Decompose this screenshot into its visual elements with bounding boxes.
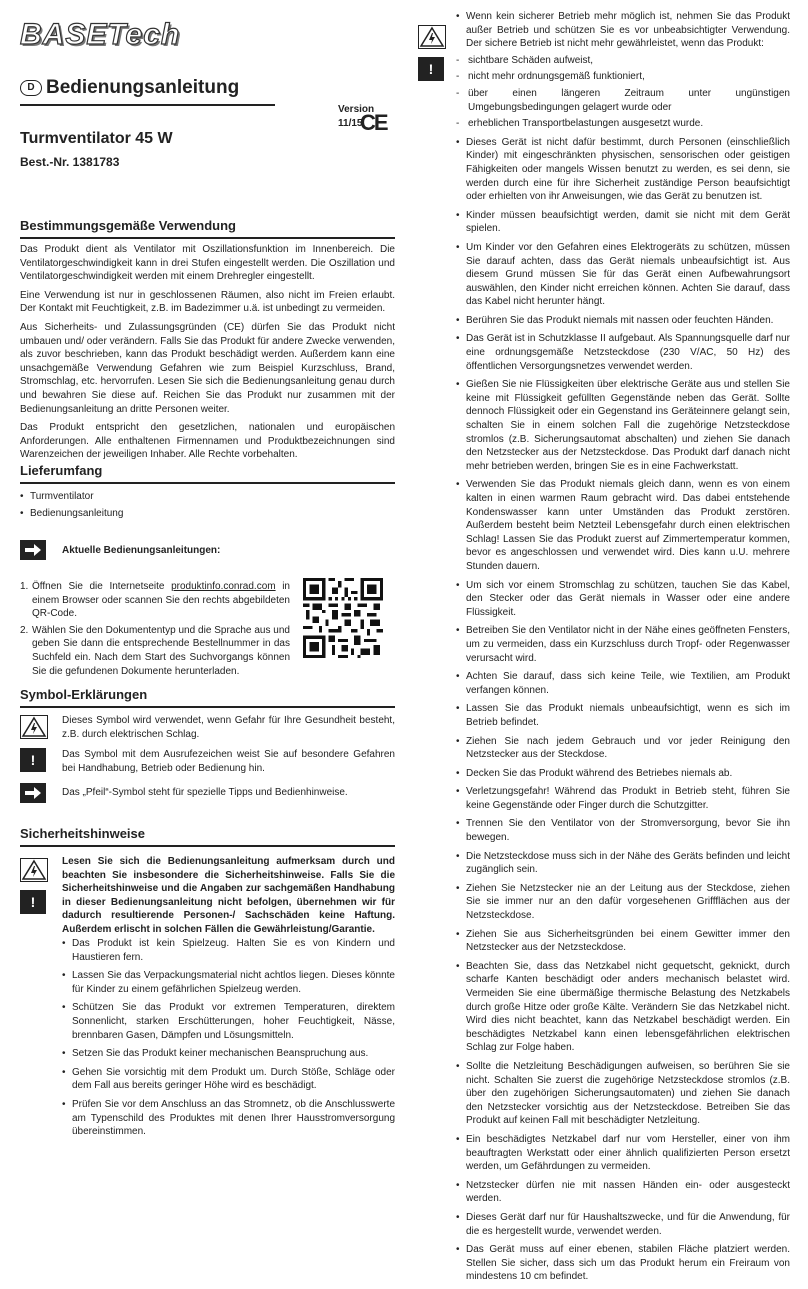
list-item: • Achten Sie darauf, dass sich keine Teile, wie Textilien, am Produkt verfangen können. xyxy=(456,670,790,697)
lightning-warning-icon xyxy=(418,25,446,49)
exclamation-icon: ! xyxy=(20,748,46,772)
lightning-warning-icon xyxy=(20,858,48,882)
list-item: • Dieses Gerät ist nicht dafür bestimmt, durch Personen (einschließlich Kinder) mit eingeschränkten physischen, sensorischen oder geistigen Fähigkeiten oder mangels Wissen benutzt zu werden, es sei denn, sie werden durch eine für ihre Sicherheit zuständige Person beaufsichtigt oder erhielten von ihr Anweisungen, wie das Gerät zu benutzen ist. xyxy=(456,136,790,204)
symbol-lightning-text: Dieses Symbol wird verwendet, wenn Gefahr für Ihre Gesundheit besteht, z.B. durch elektrischen Schlag. xyxy=(62,715,395,740)
list-item: • Dieses Gerät darf nur für Haushaltszwecke, und für die Anwendung, für die es hergestellt wurde, verwendet werden. xyxy=(456,1211,790,1238)
download-steps xyxy=(20,580,290,681)
list-item: • Lassen Sie das Verpackungsmaterial nicht achtlos liegen. Dieses könnte für Kinder zu einem gefährlichen Spielzeug werden. xyxy=(62,969,395,996)
intended-use-text xyxy=(20,243,395,467)
language-badge: D xyxy=(20,80,42,96)
qr-code xyxy=(303,578,383,658)
list-item: • Bedienungsanleitung xyxy=(20,507,123,521)
heading-symbols: Symbol-Erklärungen xyxy=(20,687,395,708)
lightning-warning-icon xyxy=(20,715,48,739)
manual-title: Bedienungsanleitung xyxy=(46,77,240,98)
list-item: - über einen längeren Zeitraum unter ungünstigen Umgebungsbedingungen gelagert wurde oder xyxy=(450,87,790,114)
list-item: • Die Netzsteckdose muss sich in der Nähe des Geräts befinden und leicht zugänglich sein. xyxy=(456,850,790,877)
list-item: - sichtbare Schäden aufweist, xyxy=(450,54,790,68)
conrad-link[interactable]: produktinfo.conrad.com xyxy=(171,581,276,592)
list-item: • Kinder müssen beaufsichtigt werden, damit sie nicht mit dem Gerät spielen. xyxy=(456,209,790,236)
list-item: • Verletzungsgefahr! Während das Produkt in Betrieb steht, führen Sie keine Gegenstände oder Finger durch die Schutzgitter. xyxy=(456,785,790,812)
list-item: • Das Produkt ist kein Spielzeug. Halten Sie es von Kindern und Haustieren fern. xyxy=(62,937,395,964)
brand-logo: BASETech xyxy=(20,18,181,51)
list-item: • Das Gerät muss auf einer ebenen, stabilen Fläche platziert werden. Stellen Sie sicher, dass sich um das Produkt herum ein Freiraum von mindestens 10 cm befindet. xyxy=(456,1243,790,1284)
product-name: Turmventilator 45 W xyxy=(20,130,173,147)
list-item: • Um Kinder vor den Gefahren eines Elektrogeräts zu schützen, müssen Sie darauf achten, dass das Gerät niemals unbeaufsichtigt ist. Aus diesem Grund müssen Sie für das Gerät einen Aufbewahrungsort auswählen, den Kinder nicht erreichen können. Achten Sie darauf, dass das Kabel nicht herunter hängt. xyxy=(456,241,790,309)
safety-list-left xyxy=(62,937,395,1144)
scope-list xyxy=(20,490,123,523)
list-item: • Betreiben Sie den Ventilator nicht in der Nähe eines geöffneten Fensters, um zu vermeiden, dass ein Kurzschluss durch Tropf- oder Regenwasser verursacht wird. xyxy=(456,624,790,665)
list-item: • Gießen Sie nie Flüssigkeiten über elektrische Geräte aus und stellen Sie keine mit Flüssigkeit gefüllten Gegenstände neben das Gerät. Sollte dennoch Flüssigkeit oder ein Gegenstand ins Geräteinnere gelangt sein, schalten Sie in einem solchen Fall die zugehörige Netzsteckdose stromlos (z.B. Sicherungsautomat abschalten) und ziehen Sie danach den Netzstecker aus der Netzsteckdose. Das Produkt darf danach nicht mehr betrieben werden, bringen Sie es in eine Fachwerkstatt. xyxy=(456,378,790,473)
list-item: • Wenn kein sicherer Betrieb mehr möglich ist, nehmen Sie das Produkt außer Betrieb und schützen Sie es vor unbeabsichtigter Verwendung. Der sichere Betrieb ist nicht mehr gewährleistet, wenn das Produkt: - sichtbare Schäden aufweist, - nicht mehr ordnungsgemäß funktioniert, - über einen längeren Zeitraum unter ungünstigen Umgebungsbedingungen gelagert wurde oder - erheblichen Transportbelastungen ausgesetzt wurde. xyxy=(456,10,790,131)
arrow-icon xyxy=(20,540,46,560)
list-item: • Verwenden Sie das Produkt niemals gleich dann, wenn es von einem kalten in einen warmen Raum gebracht wird. Das dabei entstehende Kondenswasser kann unter Umständen das Produkt zerstören. Außerdem besteht beim Netzteil Lebensgefahr durch einen elektrischen Schlag! Lassen Sie das Produkt zuerst auf Zimmertemperatur kommen, bevor es angeschlossen und verwendet wird. Dies kann u.U. mehrere Stunden dauern. xyxy=(456,478,790,573)
list-item: • Gehen Sie vorsichtig mit dem Produkt um. Durch Stöße, Schläge oder dem Fall aus bereits geringer Höhe wird es beschädigt. xyxy=(62,1066,395,1093)
list-item: • Netzstecker dürfen nie mit nassen Händen ein- oder ausgesteckt werden. xyxy=(456,1179,790,1206)
list-item: • Um sich vor einem Stromschlag zu schützen, tauchen Sie das Kabel, den Stecker oder das Gerät niemals in Wasser oder eine andere Flüssigkeit. xyxy=(456,579,790,620)
safety-list-right xyxy=(456,10,790,1289)
list-item: 2. Wählen Sie den Dokumententyp und die Sprache aus und geben Sie dann die entsprechende Bestellnummer in das Suchfeld ein. Nach dem Start des Suchvorgangs können Sie die gefundenen Dokumente herunterladen. xyxy=(20,624,290,677)
heading-safety: Sicherheitshinweise xyxy=(20,826,395,847)
arrow-icon xyxy=(20,783,46,803)
list-item: - nicht mehr ordnungsgemäß funktioniert, xyxy=(450,70,790,84)
list-item: • Setzen Sie das Produkt keiner mechanischen Beanspruchung aus. xyxy=(62,1047,395,1061)
manual-title-bar xyxy=(20,77,275,106)
list-item: • Lassen Sie das Produkt niemals unbeaufsichtigt, wenn es sich im Betrieb befindet. xyxy=(456,702,790,729)
list-item: • Sollte die Netzleitung Beschädigungen aufweisen, so berühren Sie sie nicht. Schalten Sie zuerst die zugehörige Netzsteckdose stromlos (z.B. über den zugehörigen Sicherungsautomaten) und ziehen Sie danach den Netzstecker vorsichtig aus der Netzsteckdose. Betreiben Sie das Produkt auf keinen Fall mit beschädigter Netzleitung. xyxy=(456,1060,790,1128)
condition-list xyxy=(450,54,790,131)
paragraph: Aus Sicherheits- und Zulassungsgründen (CE) dürfen Sie das Produkt nicht umbauen und/ oder verändern. Falls Sie das Produkt für andere Zwecke verwenden, als zuvor beschrieben, kann das Produkt beschädigt werden. Außerdem kann eine unsachgemäße Verwendung Gefahren wie zum Beispiel Kurzschluss, Brand, Stromschlag, etc. hervorrufen. Lesen Sie sich die Bedienungsanleitung genau durch und bewahren Sie diese auf. Reichen Sie das Produkt nur zusammen mit der Bedienungsanleitung an dritte Personen weiter. xyxy=(20,321,395,415)
list-item: - erheblichen Transportbelastungen ausgesetzt wurde. xyxy=(450,117,790,131)
paragraph: Das Produkt dient als Ventilator mit Oszillationsfunktion im Innenbereich. Die Ventilatorgeschwindigkeit kann in drei Stufen eingestellt werden. Die Oszillation und Ventilatorgeschwindigkeit werden mit einem Drehregler eingestellt. xyxy=(20,244,395,283)
list-item: • Ziehen Sie nach jedem Gebrauch und vor jeder Reinigung den Netzstecker aus der Steckdose. xyxy=(456,735,790,762)
paragraph: Das Produkt entspricht den gesetzlichen, nationalen und europäischen Anforderungen. Alle enthaltenen Firmennamen und Produktbezeichnungen sind Warenzeichen der jeweiligen Inhaber. Alle Rechte vorbehalten. xyxy=(20,422,395,461)
version-label: Version 11/15 xyxy=(338,104,375,129)
heading-intended-use: Bestimmungsgemäße Verwendung xyxy=(20,218,395,239)
list-item: • Ein beschädigtes Netzkabel darf nur vom Hersteller, einer von ihm beauftragten Werkstatt oder einer ähnlich qualifizierten Person ersetzt werden, um Gefährdungen zu vermeiden. xyxy=(456,1133,790,1174)
exclamation-icon: ! xyxy=(418,57,444,81)
ce-mark: CE xyxy=(360,110,387,135)
list-item: • Prüfen Sie vor dem Anschluss an das Stromnetz, ob die Anschlusswerte am Typenschild des Produktes mit denen Ihrer Hausstromversorgung übereinstimmen. xyxy=(62,1098,395,1139)
list-item: • Decken Sie das Produkt während des Betriebes niemals ab. xyxy=(456,767,790,781)
current-manuals-label: Aktuelle Bedienungsanleitungen: xyxy=(62,545,221,556)
list-item: • Ziehen Sie aus Sicherheitsgründen bei einem Gewitter immer den Netzstecker aus der Netzsteckdose. xyxy=(456,928,790,955)
list-item: • Trennen Sie den Ventilator von der Stromversorgung, bevor Sie ihn bewegen. xyxy=(456,817,790,844)
exclamation-icon: ! xyxy=(20,890,46,914)
order-number: Best.-Nr. 1381783 xyxy=(20,155,120,169)
paragraph: Eine Verwendung ist nur in geschlossenen Räumen, also nicht im Freien erlaubt. Der Kontakt mit Feuchtigkeit, z.B. im Badezimmer u.ä. ist unbedingt zu vermeiden. xyxy=(20,289,395,315)
list-item: • Berühren Sie das Produkt niemals mit nassen oder feuchten Händen. xyxy=(456,314,790,328)
list-item: • Schützen Sie das Produkt vor extremen Temperaturen, direktem Sonnenlicht, starken Erschütterungen, hoher Feuchtigkeit, Nässe, brennbaren Gasen, Dämpfen und Lösungsmitteln. xyxy=(62,1001,395,1042)
list-item: • Das Gerät ist in Schutzklasse II aufgebaut. Als Spannungsquelle darf nur eine ordnungsgemäße Netzsteckdose (230 V/AC, 50 Hz) des öffentlichen Versorgungsnetzes verwendet werden. xyxy=(456,332,790,373)
symbol-exclamation-text: Das Symbol mit dem Ausrufezeichen weist Sie auf besondere Gefahren bei Handhabung, Betrieb oder Bedienung hin. xyxy=(62,749,395,774)
list-item: 1. Öffnen Sie die Internetseite produktinfo.conrad.com in einem Browser oder scannen Sie den rechts abgebildeten QR-Code. xyxy=(20,581,290,620)
safety-intro: Lesen Sie sich die Bedienungsanleitung aufmerksam durch und beachten Sie insbesondere die Sicherheitshinweise. Falls Sie die Sicherheitshinweise und die Angaben zur sachgemäßen Handhabung in dieser Bedienungsanleitung nicht befolgen, übernehmen wir für dadurch resultierende Personen-/ Sachschäden keine Haftung. Außerdem erlischt in solchen Fällen die Gewährleistung/Garantie. xyxy=(62,856,395,935)
symbol-arrow-text: Das „Pfeil“-Symbol steht für spezielle Tipps und Bedienhinweise. xyxy=(62,787,348,798)
list-item: • Ziehen Sie Netzstecker nie an der Leitung aus der Steckdose, ziehen Sie sie immer nur an den dafür vorgesehenen Griffflächen aus der Netzsteckdose. xyxy=(456,882,790,923)
list-item: • Turmventilator xyxy=(20,490,123,504)
list-item: • Beachten Sie, dass das Netzkabel nicht gequetscht, geknickt, durch scharfe Kanten beschädigt oder anders mechanisch belastet wird. Vermeiden Sie eine übermäßige thermische Belastung des Netzkabels durch große Hitze oder große Kälte. Verändern Sie das Netzkabel nicht. Wird dies nicht beachtet, kann das Netzkabel beschädigt werden. Ein beschädigtes Netzkabel kann einen lebensgefährlichen elektrischen Schlag zur Folge haben. xyxy=(456,960,790,1055)
heading-scope: Lieferumfang xyxy=(20,463,395,484)
